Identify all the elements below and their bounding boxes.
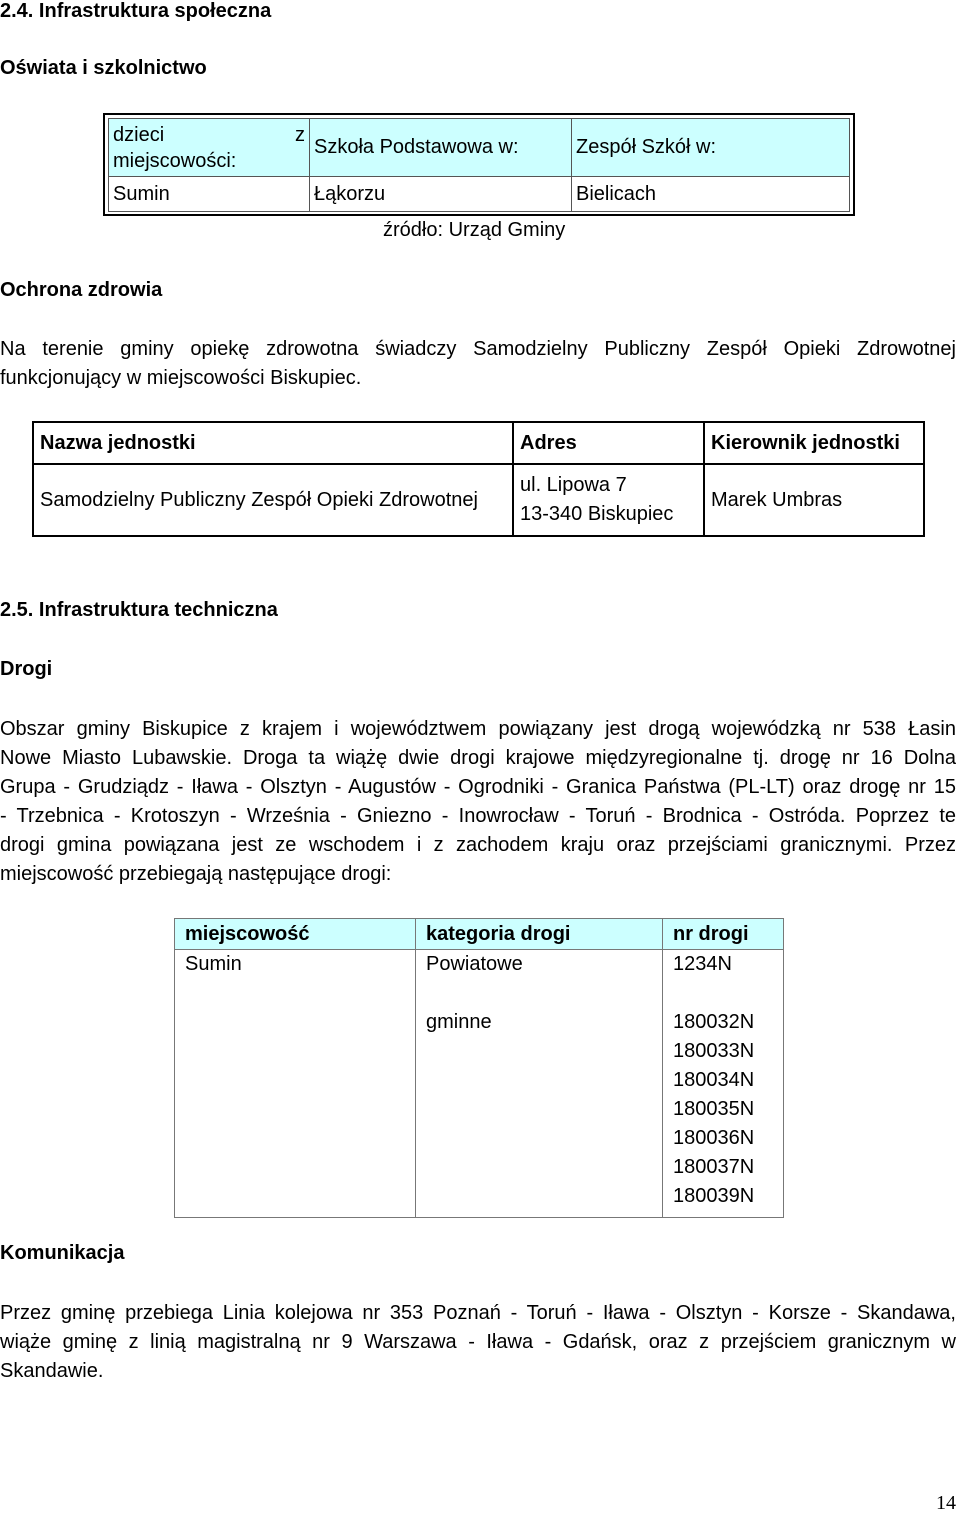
health-table-header-manager: Kierownik jednostki <box>704 422 924 464</box>
school-table-header-primary: Szkoła Podstawowa w: <box>310 119 572 177</box>
road-number: 180035N <box>673 1098 755 1120</box>
roads-table-cell-category-gminne: gminne <box>416 1008 663 1218</box>
school-table-cell-village: Sumin <box>109 177 310 212</box>
roads-table-cell-locality: Sumin <box>175 950 416 1009</box>
health-table-header-name: Nazwa jednostki <box>33 422 513 464</box>
road-number: 180036N <box>673 1127 755 1149</box>
school-table-header-complex: Zespół Szkół w: <box>572 119 850 177</box>
health-table-cell-name: Samodzielny Publiczny Zespół Opieki Zdrowotnej <box>33 464 513 536</box>
health-table-cell-address: ul. Lipowa 7 13-340 Biskupiec <box>513 464 704 536</box>
health-paragraph: Na terenie gminy opiekę zdrowotna świadczy Samodzielny Publiczny Zespół Opieki Zdrowotnej funkcjonujący w miejscowości Biskupiec. <box>0 338 956 389</box>
school-table-header-children: dzieci z miejscowości: <box>109 119 310 177</box>
transport-paragraph: Przez gminę przebiega Linia kolejowa nr 353 Poznań - Toruń - Iława - Olsztyn - Korsze - Skandawa, wiąże gminę z linią magistralną nr 9 Warszawa - Iława - Gdańsk, oraz z przejściem granicznym w Skandawie. <box>0 1302 956 1382</box>
roads-table-header-category: kategoria drogi <box>416 919 663 950</box>
health-table-cell-manager: Marek Umbras <box>704 464 924 536</box>
school-table-cell-complex: Bielicach <box>572 177 850 212</box>
road-number: 180039N <box>673 1185 755 1207</box>
road-number: 180033N <box>673 1040 755 1062</box>
road-number: 180034N <box>673 1069 755 1091</box>
health-table-header-address: Adres <box>513 422 704 464</box>
roads-table <box>174 918 784 1218</box>
source-note: źródło: Urząd Gminy <box>383 219 566 241</box>
school-table <box>103 113 855 216</box>
page-number: 14 <box>936 1492 956 1514</box>
roads-table-header-locality: miejscowość <box>175 919 416 950</box>
roads-table-header-number: nr drogi <box>663 919 784 950</box>
health-heading: Ochrona zdrowia <box>0 279 163 301</box>
health-table <box>32 421 925 537</box>
roads-table-cell-empty <box>175 1008 416 1218</box>
roads-paragraph: Obszar gminy Biskupice z krajem i województwem powiązany jest drogą wojewódzką nr 538 Łasin Nowe Miasto Lubawskie. Droga ta wiążę dwie drogi krajowe międzyregionalne tj. drogę nr 16 Dolna Grupa - Grudziądz - Iława - Olsztyn - Augustów - Ogrodniki - Granica Państwa (PL-LT) oraz drogę nr 15 - Trzebnica - Krotoszyn - Września - Gniezno - Inowrocław - Toruń - Brodnica - Ostróda. Poprzez te drogi gmina powiązana jest ze wschodem i z zachodem kraju oraz przejściami granicznymi. Przez miejscowość przebiegają następujące drogi: <box>0 718 956 885</box>
section-heading-2-5: 2.5. Infrastruktura techniczna <box>0 599 278 621</box>
roads-heading: Drogi <box>0 658 53 680</box>
road-number: 180037N <box>673 1156 755 1178</box>
roads-table-cell-numbers-gminne <box>663 1008 784 1218</box>
transport-heading: Komunikacja <box>0 1242 125 1264</box>
roads-table-cell-category-powiatowe: Powiatowe <box>416 950 663 1009</box>
section-heading-2-4: 2.4. Infrastruktura społeczna <box>0 0 272 22</box>
road-number: 180032N <box>673 1011 755 1033</box>
school-table-cell-primary: Łąkorzu <box>310 177 572 212</box>
education-heading: Oświata i szkolnictwo <box>0 57 207 79</box>
roads-table-cell-numbers-powiatowe: 1234N <box>663 950 784 1009</box>
